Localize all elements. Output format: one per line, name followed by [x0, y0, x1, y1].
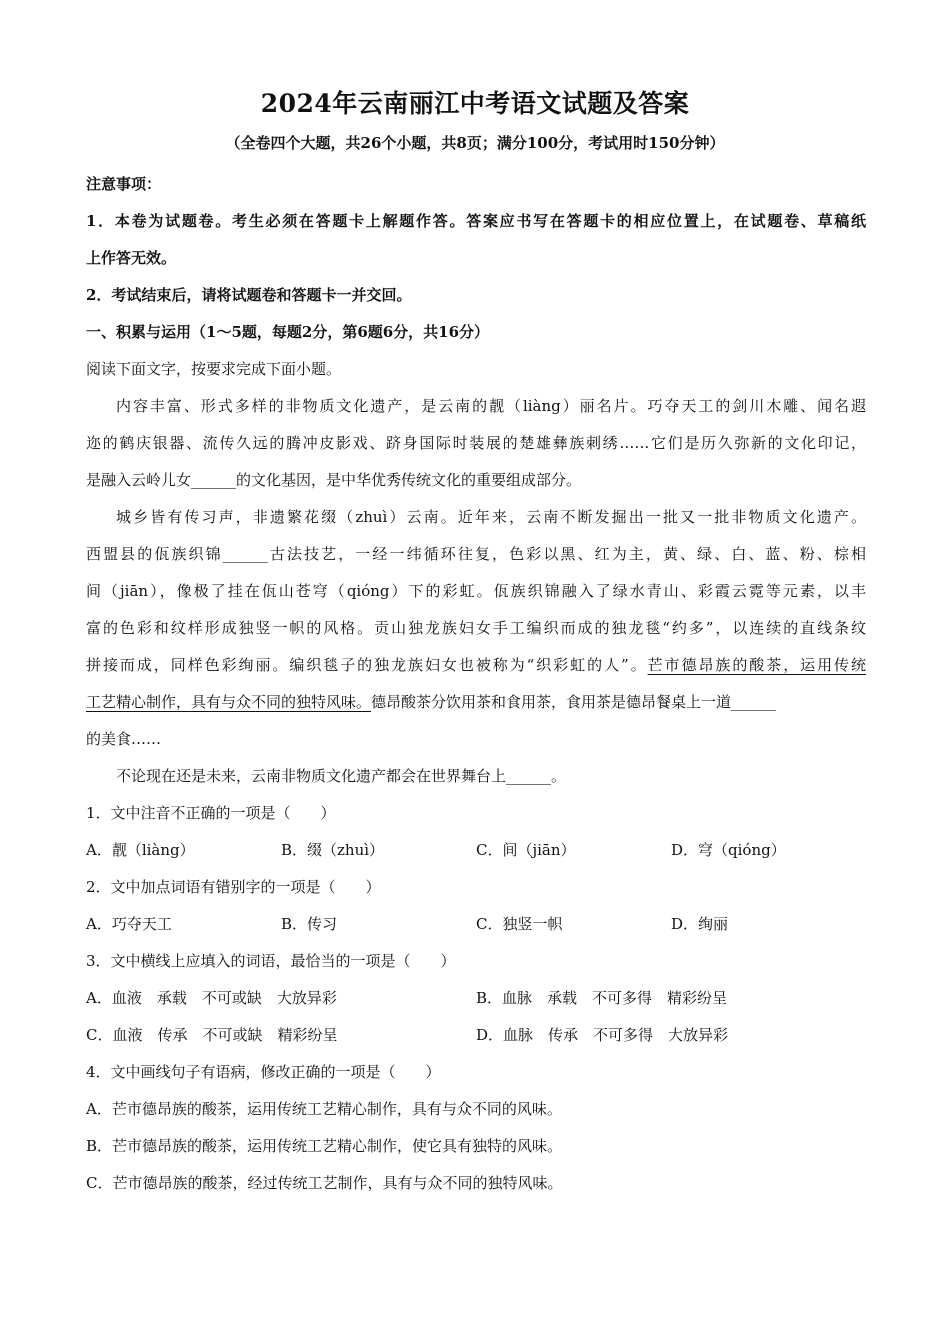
option-b: B．传习 [281, 915, 338, 933]
option-c: C．芒市德昂族的酸茶，经过传统工艺制作，具有与众不同的独特风味。 [86, 1174, 563, 1192]
passage-line: 是融入云岭儿女______的文化基因，是中华优秀传统文化的重要组成部分。 [86, 471, 582, 489]
passage-line: 城乡皆有传习声，非遗繁花缀（zhuì）云南。近年来，云南不断发掘出一批又一批非物质文化遗产。 [116, 508, 866, 526]
passage-line [86, 647, 866, 684]
option-c: C．独竖一帜 [476, 915, 563, 933]
question-3-stem: 3．文中横线上应填入的词语，最恰当的一项是（ ） [86, 952, 456, 970]
passage-paragraph-3: 不论现在还是未来，云南非物质文化遗产都会在世界舞台上______。 [116, 767, 567, 785]
passage-line: 富的色彩和纹样形成独竖一帜的风格。贡山独龙族妇女手工编织而成的独龙毯“约多”，以连续的直线条纹 [86, 619, 866, 637]
option-d: D．绚丽 [671, 915, 729, 933]
passage-line: 的美食…… [86, 730, 162, 748]
passage-line [86, 684, 866, 721]
reading-instruction: 阅读下面文字，按要求完成下面小题。 [86, 360, 342, 378]
passage-paragraph-1 [86, 388, 866, 499]
option-d: D．穹（qióng） [671, 841, 786, 859]
passage-text: 德昂酸茶分饮用茶和食用茶，食用茶是德昂餐桌上一道______ [371, 693, 777, 711]
notice-item-1-line-1: 1．本卷为试题卷。考生必须在答题卡上解题作答。答案应书写在答题卡的相应位置上，在试题卷、草稿纸 [86, 212, 866, 230]
question-1-stem: 1．文中注音不正确的一项是（ ） [86, 804, 336, 822]
option-a: A．芒市德昂族的酸茶，运用传统工艺精心制作，具有与众不同的风味。 [86, 1100, 562, 1118]
option-c: C．血液 传承 不可或缺 精彩纷呈 [86, 1026, 338, 1044]
passage-line: 间（jiān），像极了挂在佤山苍穹（qióng）下的彩虹。佤族织锦融入了绿水青山、彩霞云霓等元素，以丰 [86, 582, 866, 600]
option-d: D．血脉 传承 不可多得 大放异彩 [476, 1026, 729, 1044]
notice-item-1-line-2: 上作答无效。 [86, 249, 177, 267]
option-b: B．芒市德昂族的酸茶，运用传统工艺精心制作，使它具有独特的风味。 [86, 1137, 563, 1155]
notice-heading: 注意事项： [86, 175, 162, 193]
passage-paragraph-2 [86, 499, 866, 758]
underlined-sentence-part-1: 芒市德昂族的酸茶，运用传统 [647, 656, 866, 674]
passage-text: 拼接而成，同样色彩绚丽。编织毯子的独龙族妇女也被称为“织彩虹的人”。 [86, 656, 648, 674]
question-4-stem: 4．文中画线句子有语病，修改正确的一项是（ ） [86, 1063, 441, 1081]
exam-subtitle: （全卷四个大题，共26个小题，共8页；满分100分，考试用时150分钟） [225, 134, 725, 152]
option-b: B．血脉 承载 不可多得 精彩纷呈 [476, 989, 728, 1007]
option-b: B．缀（zhuì） [281, 841, 385, 859]
exam-content [86, 166, 866, 1202]
question-2-options [86, 906, 866, 943]
question-3-options-row-2 [86, 1017, 866, 1054]
passage-line: 迩的鹤庆银器、流传久远的腾冲皮影戏、跻身国际时装展的楚雄彝族刺绣……它们是历久弥新的文化印记， [86, 434, 866, 452]
notice-item-2: 2．考试结束后，请将试题卷和答题卡一并交回。 [86, 286, 412, 304]
option-a: A．血液 承载 不可或缺 大放异彩 [86, 989, 337, 1007]
passage-line: 西盟县的佤族织锦______古法技艺，一经一纬循环往复，色彩以黑、红为主，黄、绿、白、蓝、粉、棕相 [86, 545, 866, 563]
passage-line: 内容丰富、形式多样的非物质文化遗产，是云南的靓（liàng）丽名片。巧夺天工的剑川木雕、闻名遐 [116, 397, 866, 415]
question-1-options [86, 832, 866, 869]
underlined-sentence-part-2: 工艺精心制作，具有与众不同的独特风味。 [86, 693, 372, 711]
page-title: 2024年云南丽江中考语文试题及答案 [260, 89, 690, 118]
option-a: A．靓（liàng） [86, 841, 195, 859]
question-2-stem: 2．文中加点词语有错别字的一项是（ ） [86, 878, 381, 896]
section-heading-1: 一、积累与运用（1～5题，每题2分，第6题6分，共16分） [86, 323, 490, 341]
question-3-options-row-1 [86, 980, 866, 1017]
option-c: C．间（jiān） [476, 841, 576, 859]
option-a: A．巧夺天工 [86, 915, 172, 933]
